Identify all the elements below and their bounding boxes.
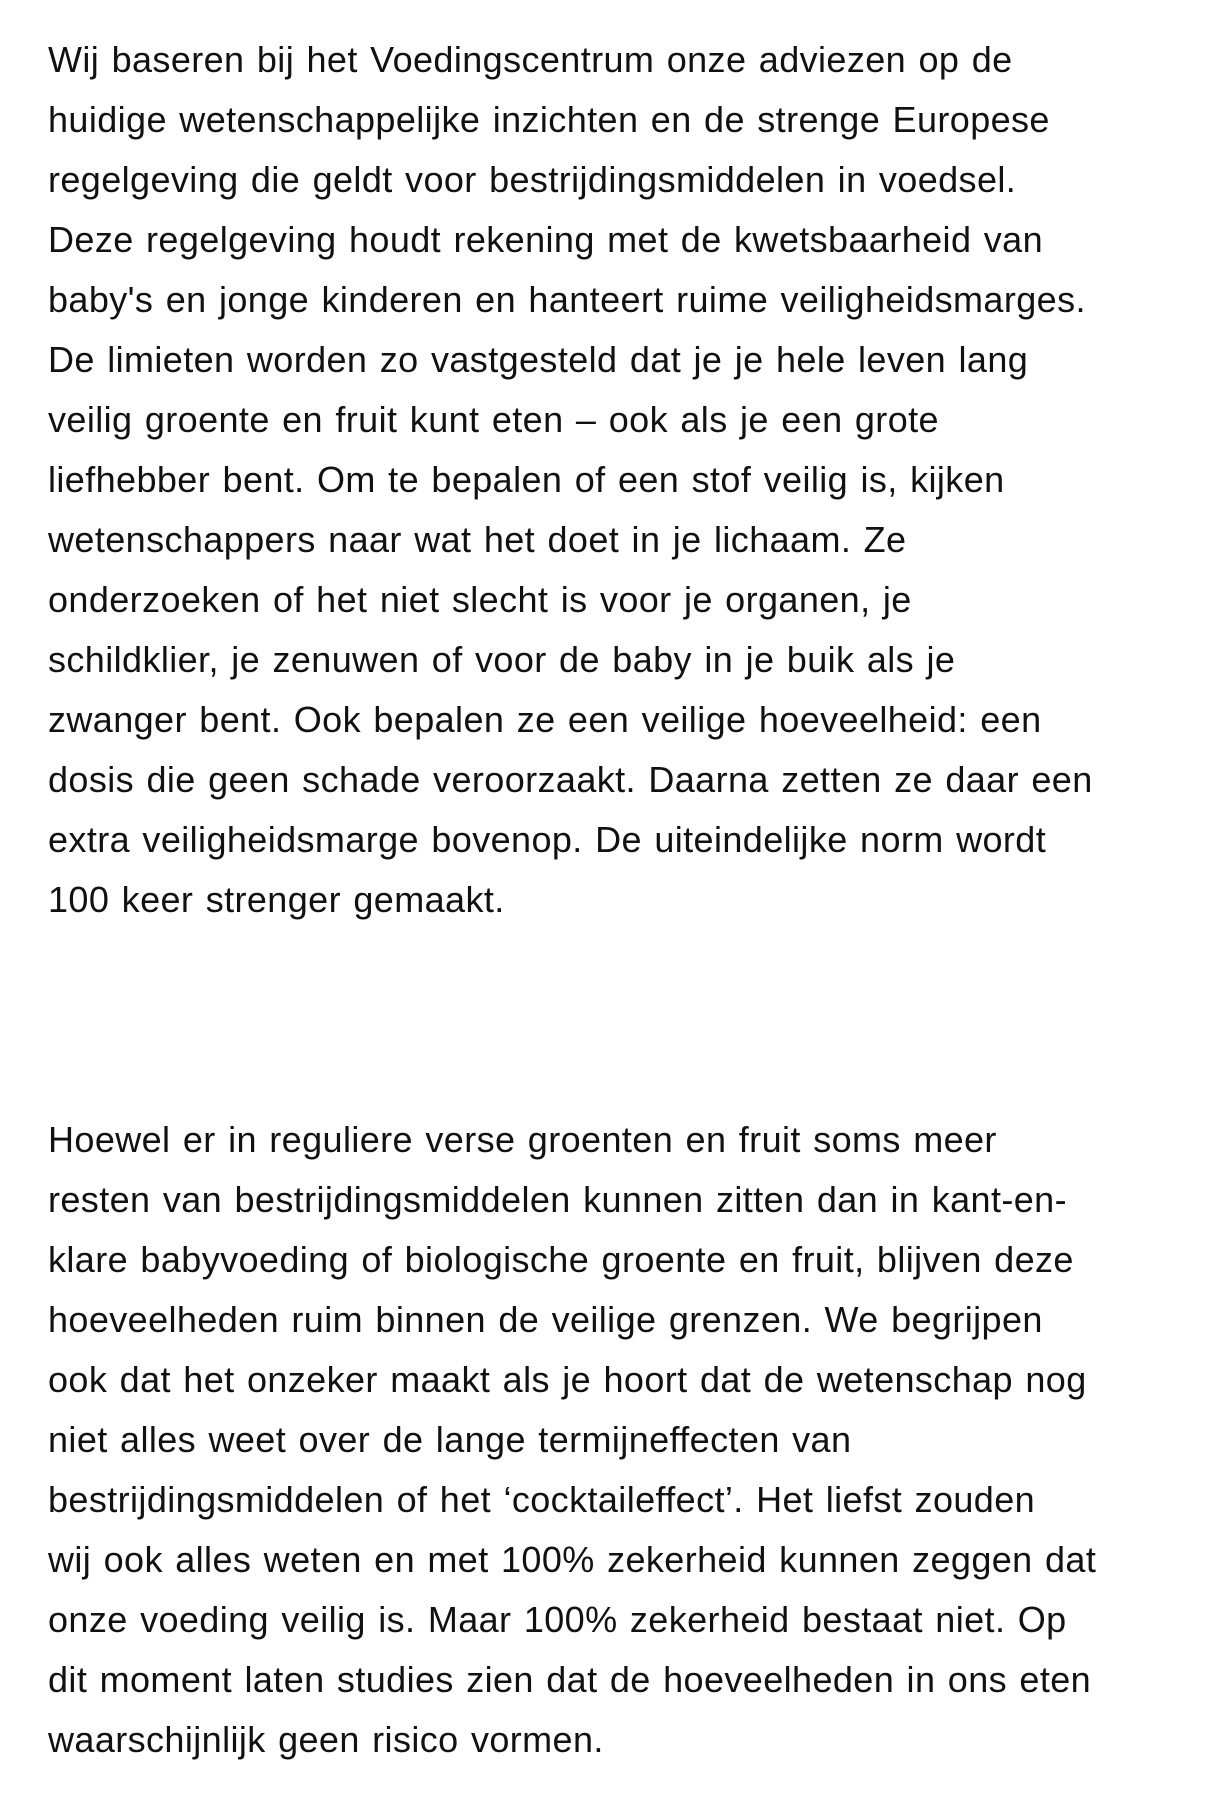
text-line: regelgeving die geldt voor bestrijdingsmiddelen in voedsel. [48,159,1017,200]
paragraph-spacer [48,930,1173,1110]
text-line: 100 keer strenger gemaakt. [48,879,505,920]
text-line: veilig groente en fruit kunt eten – ook als je een grote [48,399,939,440]
text-line: waarschijnlijk geen risico vormen. [48,1719,604,1760]
text-line: Deze regelgeving houdt rekening met de kwetsbaarheid van [48,219,1044,260]
text-line: onze voeding veilig is. Maar 100% zekerheid bestaat niet. Op [48,1599,1067,1640]
text-line: dosis die geen schade veroorzaakt. Daarna zetten ze daar een [48,759,1093,800]
text-line: wij ook alles weten en met 100% zekerheid kunnen zeggen dat [48,1539,1097,1580]
text-line: De limieten worden zo vastgesteld dat je je hele leven lang [48,339,1029,380]
article-body [48,30,1173,1770]
paragraph-regulation [48,30,1173,930]
text-line: bestrijdingsmiddelen of het ‘cocktaileffect’. Het liefst zouden [48,1479,1036,1520]
text-line: wetenschappers naar wat het doet in je lichaam. Ze [48,519,907,560]
text-line: onderzoeken of het niet slecht is voor je organen, je [48,579,912,620]
paragraph-uncertainty [48,1110,1173,1770]
text-line: dit moment laten studies zien dat de hoeveelheden in ons eten [48,1659,1092,1700]
text-line: niet alles weet over de lange termijneffecten van [48,1419,852,1460]
text-line: Wij baseren bij het Voedingscentrum onze adviezen op de [48,39,1013,80]
text-line: baby's en jonge kinderen en hanteert ruime veiligheidsmarges. [48,279,1086,320]
text-line: schildklier, je zenuwen of voor de baby in je buik als je [48,639,956,680]
text-line: extra veiligheidsmarge bovenop. De uiteindelijke norm wordt [48,819,1047,860]
text-line: hoeveelheden ruim binnen de veilige grenzen. We begrijpen [48,1299,1043,1340]
text-line: klare babyvoeding of biologische groente en fruit, blijven deze [48,1239,1074,1280]
text-line: zwanger bent. Ook bepalen ze een veilige hoeveelheid: een [48,699,1042,740]
text-line: resten van bestrijdingsmiddelen kunnen zitten dan in kant-en- [48,1179,1067,1220]
text-line: huidige wetenschappelijke inzichten en de strenge Europese [48,99,1050,140]
text-line: liefhebber bent. Om te bepalen of een stof veilig is, kijken [48,459,1005,500]
text-line: ook dat het onzeker maakt als je hoort dat de wetenschap nog [48,1359,1087,1400]
text-line: Hoewel er in reguliere verse groenten en fruit soms meer [48,1119,997,1160]
